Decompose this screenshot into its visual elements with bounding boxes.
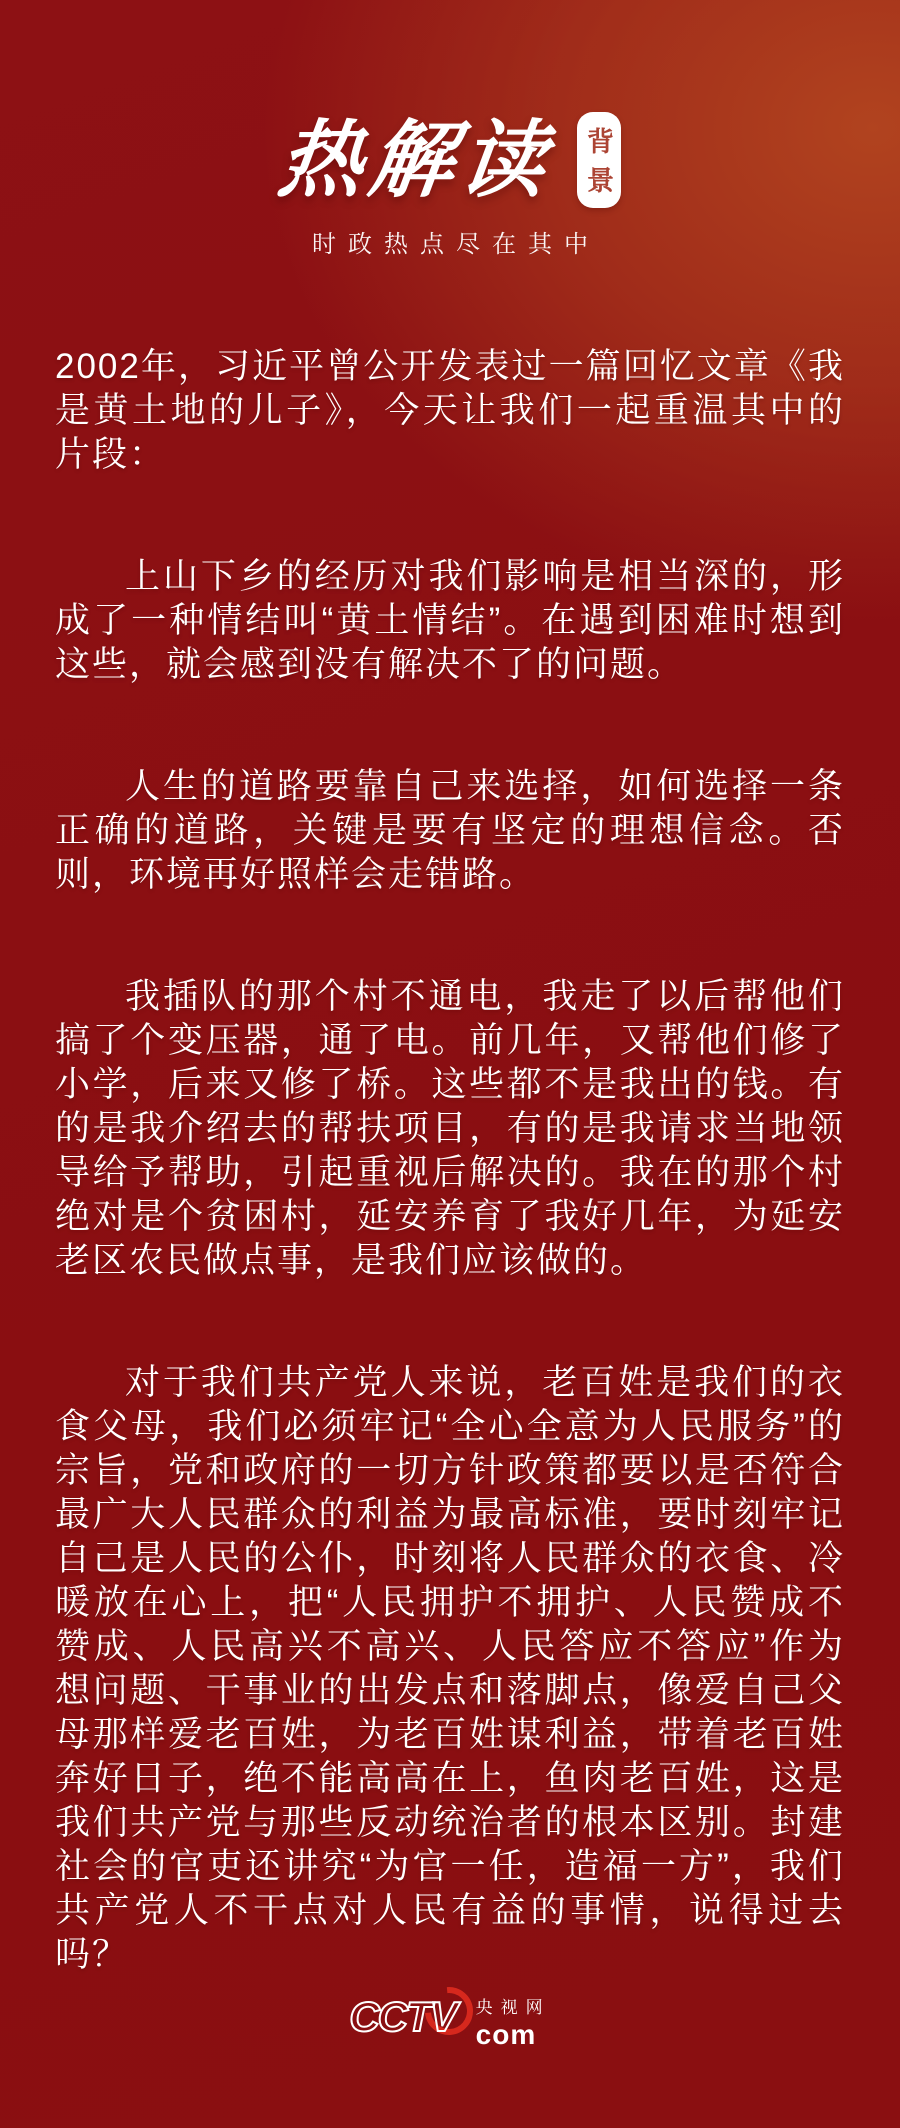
header	[0, 0, 900, 259]
footer	[0, 1986, 900, 2049]
quote-paragraph-4: 对于我们共产党人来说，老百姓是我们的衣食父母，我们必须牢记“全心全意为人民服务”的宗旨，党和政府的一切方针政策都要以是否符合最广大人民群众的利益为最高标准，要时刻牢记自己是人民的公仆，时刻将人民群众的衣食、冷暖放在心上，把“人民拥护不拥护、人民赞成不赞成、人民高兴不高兴、人民答应不答应”作为想问题、干事业的出发点和落脚点，像爱自己父母那样爱老百姓，为老百姓谋利益，带着老百姓奔好日子，绝不能高高在上，鱼肉老百姓，这是我们共产党与那些反动统治者的根本区别。封建社会的官吏还讲究“为官一任，造福一方”，我们共产党人不干点对人民有益的事情，说得过去吗？	[55, 1363, 845, 1974]
intro-paragraph: 2002年，习近平曾公开发表过一篇回忆文章《我是黄土地的儿子》，今天让我们一起重温其中的片段：	[55, 347, 845, 474]
cctv-logo-right	[476, 1986, 551, 2049]
topic-badge-label: 背景	[583, 127, 613, 205]
article-body	[55, 345, 845, 1977]
logo-row	[273, 112, 620, 208]
tagline: 时政热点尽在其中	[312, 231, 600, 258]
cctv-wordmark: CCTV	[349, 1993, 456, 2040]
cctv-cn-label: 央视网	[475, 1998, 551, 2017]
cctv-logo	[349, 1986, 550, 2049]
quote-paragraph-3: 我插队的那个村不通电，我走了以后帮他们搞了个变压器，通了电。前几年，又帮他们修了小学，后来又修了桥。这些都不是我出的钱。有的是我介绍去的帮扶项目，有的是我请求当地领导给予帮助，引起重视后解决的。我在的那个村绝对是个贫困村，延安养育了我好几年，为延安老区农民做点事，是我们应该做的。	[55, 977, 845, 1280]
brand-logotype: 热解读	[273, 113, 559, 207]
cctv-domain-label: com	[475, 2019, 537, 2050]
quote-paragraph-1: 上山下乡的经历对我们影响是相当深的，形成了一种情结叫“黄土情结”。在遇到困难时想到这些，就会感到没有解决不了的问题。	[55, 557, 845, 684]
topic-badge	[577, 112, 621, 208]
quote-paragraph-2: 人生的道路要靠自己来选择，如何选择一条正确的道路，关键是要有坚定的理想信念。否则，环境再好照样会走错路。	[55, 767, 845, 894]
